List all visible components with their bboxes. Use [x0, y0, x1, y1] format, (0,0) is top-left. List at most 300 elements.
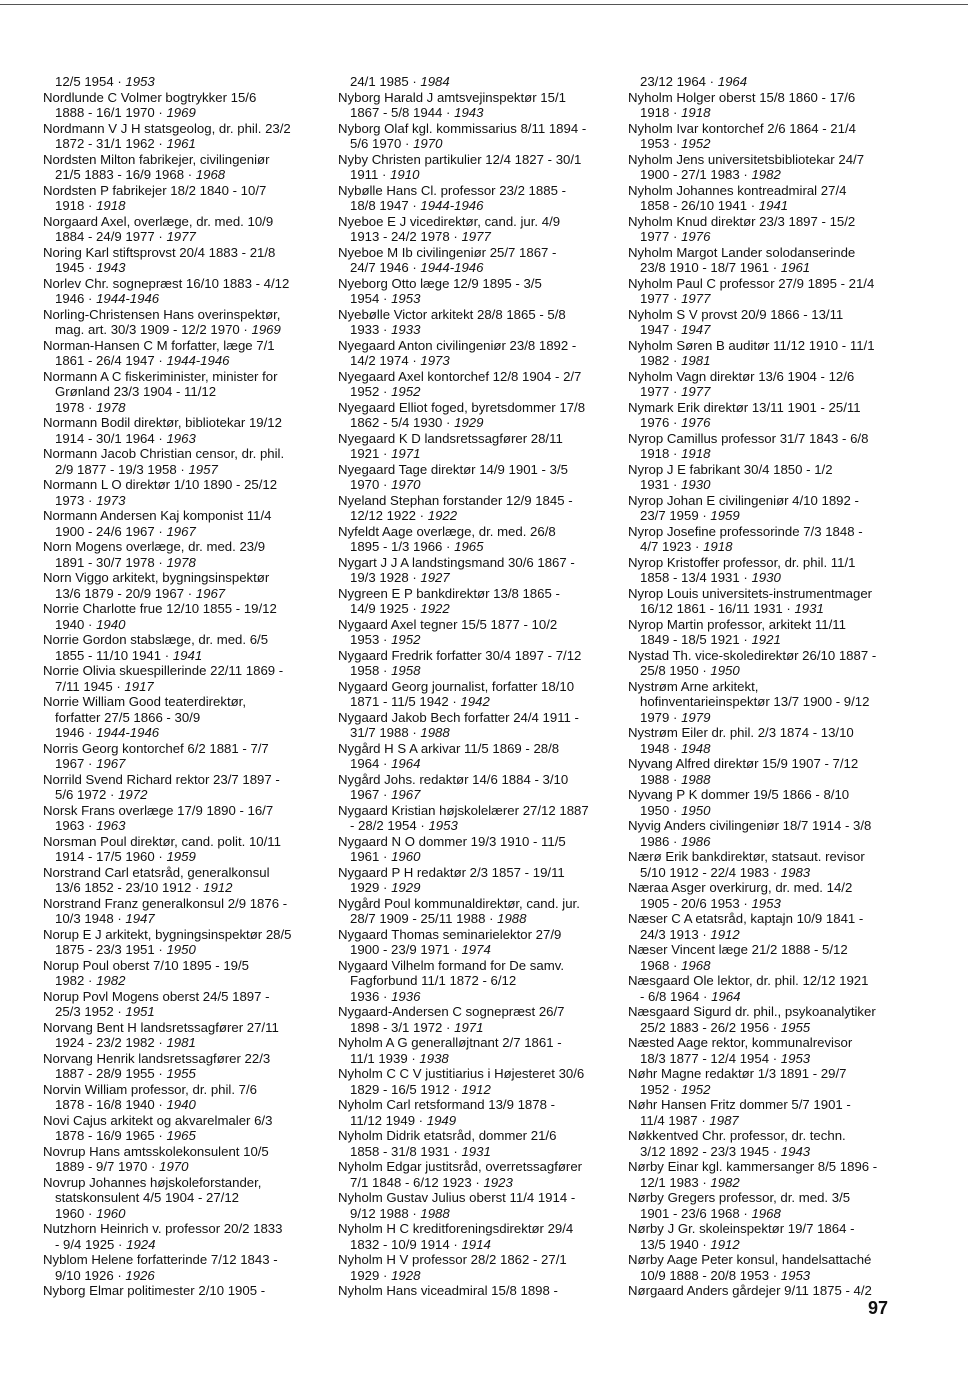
entry-continuation-line: - 9/4 1925 · 1924 — [55, 1236, 156, 1252]
top-rule — [0, 4, 968, 5]
entry-line: Nyborg Harald J amtsvejinspektør 15/1 — [338, 89, 566, 105]
volume-year: 1930 — [681, 477, 711, 492]
register-entry — [628, 214, 920, 245]
entry-continuation-line: 1986 · 1986 — [640, 833, 711, 849]
volume-year: 1967 — [96, 756, 126, 771]
register-entry — [43, 896, 329, 927]
register-entry — [43, 663, 329, 694]
page-number: 97 — [868, 1298, 889, 1318]
entry-continuation-line: 19/3 1928 · 1927 — [350, 570, 450, 585]
entry-continuation-line: 1977 · 1976 — [640, 229, 711, 244]
entry-line: Nyblom Helene forfatterinde 7/12 1843 - — [43, 1252, 278, 1267]
entry-continuation-line: statskonsulent 4/5 1904 - 27/12 — [55, 1190, 240, 1205]
entry-continuation-line: 5/6 1970 · 1970 — [350, 136, 443, 151]
register-entry — [43, 1175, 329, 1222]
register-entry — [43, 1144, 329, 1175]
entry-line: Nygaard N O dommer 19/3 1910 - 11/5 — [338, 833, 566, 849]
volume-year: 1961 — [166, 136, 196, 151]
entry-continuation-line: 1914 - 30/1 1964 · 1963 — [55, 430, 196, 446]
entry-line: Nyholm H C kreditforeningsdirektør 29/4 — [338, 1221, 574, 1236]
entry-continuation-line: - 6/8 1964 · 1964 — [640, 988, 741, 1004]
register-entry — [43, 245, 329, 276]
entry-continuation-line: 1960 · 1960 — [55, 1205, 126, 1221]
entry-line: Nyrop J E fabrikant 30/4 1850 - 1/2 — [628, 461, 833, 477]
entry-continuation-line: 1961 · 1960 — [350, 849, 421, 864]
entry-line: Nyebølle Victor arkitekt 28/8 1865 - 5/8 — [338, 306, 566, 322]
volume-year: 1965 — [166, 1128, 196, 1143]
entry-continuation-line: 1918 · 1918 — [640, 446, 711, 461]
entry-continuation-line: 1929 · 1928 — [350, 1267, 421, 1283]
volume-year: 1976 — [681, 415, 711, 430]
entry-continuation-line: 2/9 1877 - 19/3 1958 · 1957 — [55, 461, 218, 477]
register-entry — [628, 152, 920, 183]
entry-continuation-line: 1887 - 28/9 1955 · 1955 — [55, 1066, 196, 1081]
entry-line: Næser C A etatsråd, kaptajn 10/9 1841 - — [628, 911, 864, 926]
volume-year: 1981 — [166, 1035, 196, 1050]
entry-continuation-line: 1977 · 1977 — [640, 291, 711, 306]
register-entry — [43, 508, 329, 539]
entry-line: Nyborg Olaf kgl. kommissarius 8/11 1894 - — [338, 120, 587, 136]
entry-line: Nyholm Paul C professor 27/9 1895 - 21/4 — [628, 275, 875, 291]
entry-line: Nyrop Camillus professor 31/7 1843 - 6/8 — [628, 430, 869, 446]
entry-continuation-line: 7/11 1945 · 1917 — [55, 678, 154, 694]
volume-year: 1918 — [703, 539, 733, 554]
entry-line: Nyeborg Otto læge 12/9 1895 - 3/5 — [338, 275, 542, 291]
entry-continuation-line: 1895 - 1/3 1966 · 1965 — [350, 539, 484, 554]
entry-continuation-line: 9/10 1926 · 1926 — [55, 1267, 155, 1283]
entry-continuation-line: 1963 · 1963 — [55, 818, 126, 833]
entry-continuation-line: 1905 - 20/6 1953 · 1953 — [640, 895, 781, 911]
register-entry — [43, 121, 329, 152]
entry-continuation-line: mag. art. 30/3 1909 - 12/2 1970 · 1969 — [55, 322, 281, 337]
entry-line: Nyholm C C V justitiarius i Højesteret 30/6 — [338, 1066, 585, 1081]
register-entry — [338, 1097, 620, 1128]
volume-year: 1961 — [780, 260, 811, 275]
volume-year: 1978 — [166, 554, 196, 570]
entry-line: Nyeboe M Ib civilingeniør 25/7 1867 - — [338, 244, 557, 260]
entry-line: Nyrop Louis universitets-instrumentmager — [628, 585, 873, 601]
volume-year: 1959 — [710, 508, 740, 523]
register-entry — [338, 493, 620, 524]
entry-continuation-line: 1945 · 1943 — [55, 260, 126, 275]
entry-line: Nyegaard Axel kontorchef 12/8 1904 - 2/7 — [338, 368, 582, 384]
volume-year: 1971 — [391, 446, 421, 461]
volume-year: 1947 — [681, 322, 711, 337]
entry-continuation-line: 1862 - 5/4 1930 · 1929 — [350, 415, 484, 430]
register-entry — [628, 462, 920, 493]
entry-line: Nygaard Thomas seminarielektor 27/9 — [338, 926, 562, 942]
volume-year: 1930 — [751, 570, 781, 585]
entry-line: Nyrop Kristoffer professor, dr. phil. 11/1 — [628, 554, 856, 570]
entry-line: Nystrøm Arne arkitekt, — [628, 678, 759, 694]
entry-line: Nyby Christen partikulier 12/4 1827 - 30/1 — [338, 151, 582, 167]
volume-year: 1967 — [166, 523, 196, 539]
entry-line: Nyholm Vagn direktør 13/6 1904 - 12/6 — [628, 368, 855, 384]
register-entry — [338, 214, 620, 245]
entry-line: Norrie William Good teaterdirektør, — [43, 694, 246, 709]
entry-line: Nordlunde C Volmer bogtrykker 15/6 — [43, 89, 257, 105]
register-entry — [338, 338, 620, 369]
entry-line: Nybølle Hans Cl. professor 23/2 1885 - — [338, 182, 566, 198]
register-entry — [338, 741, 620, 772]
volume-year: 1970 — [391, 477, 421, 492]
entry-line: Nygaard Fredrik forfatter 30/4 1897 - 7/12 — [338, 647, 582, 663]
register-entry — [338, 679, 620, 710]
entry-line: Nyeland Stephan forstander 12/9 1845 - — [338, 492, 573, 508]
entry-continuation-line: 23/8 1910 - 18/7 1961 · 1961 — [640, 260, 811, 275]
register-entry — [628, 245, 920, 276]
volume-year: 1986 — [681, 833, 711, 849]
entry-line: Normann L O direktør 1/10 1890 - 25/12 — [43, 477, 278, 492]
entry-continuation-line: 1982 · 1981 — [640, 353, 711, 368]
entry-continuation-line: 25/3 1952 · 1951 — [55, 1004, 155, 1019]
entry-line: Nygaard Vilhelm formand for De samv. — [338, 957, 564, 973]
volume-year: 1912 — [710, 926, 740, 942]
volume-year: 1982 — [96, 973, 126, 988]
entry-continuation-line: 1900 - 24/6 1967 · 1967 — [55, 523, 196, 539]
entry-continuation-line: 23/7 1959 · 1959 — [640, 508, 740, 523]
register-entry — [43, 539, 329, 570]
entry-line: Nyeboe E J vicedirektør, cand. jur. 4/9 — [338, 213, 561, 229]
volume-year: 1982 — [710, 1174, 740, 1190]
volume-year: 1969 — [251, 322, 281, 337]
entry-column-right — [628, 74, 920, 1299]
register-entry — [628, 307, 920, 338]
register-entry — [628, 756, 920, 787]
register-entry — [338, 1221, 620, 1252]
register-entry — [43, 276, 329, 307]
entry-line: Nyrop Martin professor, arkitekt 11/11 — [628, 616, 846, 632]
entry-continuation-line: 1858 - 31/8 1931 · 1931 — [350, 1143, 491, 1159]
entry-line: Nørby Aage Peter konsul, handelsattaché — [628, 1252, 872, 1267]
register-entry — [338, 710, 620, 741]
entry-line: Nyegaard Tage direktør 14/9 1901 - 3/5 — [338, 461, 568, 477]
volume-year: 1977 — [461, 229, 491, 244]
entry-line: Nygart J J A landstingsmand 30/6 1867 - — [338, 554, 575, 570]
register-entry — [628, 121, 920, 152]
entry-line: Nymark Erik direktør 13/11 1901 - 25/11 — [628, 399, 861, 415]
entry-line: Norrild Svend Richard rektor 23/7 1897 - — [43, 771, 280, 787]
entry-continuation-line: 1914 - 17/5 1960 · 1959 — [55, 849, 196, 864]
entry-line: Nyholm A G generalløjtnant 2/7 1861 - — [338, 1035, 562, 1050]
register-entry — [43, 90, 329, 121]
entry-line: Nyholm Edgar justitsråd, overretssagfører — [338, 1159, 583, 1174]
entry-continuation-line: 1931 · 1930 — [640, 477, 711, 492]
register-entry — [338, 74, 620, 90]
entry-line: Nyholm Ivar kontorchef 2/6 1864 - 21/4 — [628, 120, 856, 136]
register-entry — [43, 1221, 329, 1252]
entry-continuation-line: 1977 · 1977 — [640, 384, 711, 399]
entry-continuation-line: 10/3 1948 · 1947 — [55, 911, 155, 926]
register-entry — [628, 787, 920, 818]
volume-year: 1988 — [420, 725, 450, 740]
volume-year: 1952 — [391, 384, 421, 399]
register-entry — [338, 803, 620, 834]
entry-line: Noring Karl stiftsprovst 20/4 1883 - 21/8 — [43, 244, 276, 260]
entry-line: Norvin William professor, dr. phil. 7/6 — [43, 1081, 258, 1097]
register-entry — [628, 493, 920, 524]
entry-line: Normann Bodil direktør, bibliotekar 19/12 — [43, 415, 282, 430]
entry-continuation-line: Grønland 23/3 1904 - 11/12 — [55, 384, 217, 399]
entry-line: Nyvang Alfred direktør 15/9 1907 - 7/12 — [628, 756, 859, 771]
entry-continuation-line: 1918 · 1918 — [640, 105, 711, 120]
entry-line: Norgaard Axel, overlæge, dr. med. 10/9 — [43, 213, 274, 229]
entry-continuation-line: 7/1 1848 - 6/12 1923 · 1923 — [350, 1174, 513, 1190]
entry-line: Nygaard Jakob Bech forfatter 24/4 1911 - — [338, 709, 579, 725]
volume-year: 1933 — [391, 322, 421, 337]
entry-line: Norup E J arkitekt, bygningsinspektør 28/5 — [43, 926, 292, 942]
register-entry — [43, 570, 329, 601]
entry-continuation-line: 14/2 1974 · 1973 — [350, 353, 450, 368]
volume-year: 1912 — [203, 880, 233, 895]
entry-continuation-line: 1973 · 1973 — [55, 492, 126, 508]
entry-continuation-line: 25/2 1883 - 26/2 1956 · 1955 — [640, 1019, 811, 1035]
volume-year: 1963 — [166, 430, 196, 446]
entry-line: Novrup Hans amtsskolekonsulent 10/5 — [43, 1143, 269, 1159]
entry-continuation-line: 1913 - 24/2 1978 · 1977 — [350, 229, 491, 244]
register-entry — [338, 524, 620, 555]
volume-year: 1988 — [497, 911, 527, 926]
register-entry — [43, 803, 329, 834]
entry-continuation-line: 14/9 1925 · 1922 — [350, 601, 450, 616]
entry-line: Norn Mogens overlæge, dr. med. 23/9 — [43, 539, 266, 554]
volume-year: 1964 — [711, 988, 741, 1004]
entry-line: Norstrand Carl etatsråd, generalkonsul — [43, 864, 270, 880]
entry-line: Nyholm S V provst 20/9 1866 - 13/11 — [628, 306, 844, 322]
register-entry — [628, 880, 920, 911]
volume-year: 1979 — [681, 709, 711, 725]
entry-line: Næraa Asger overkirurg, dr. med. 14/2 — [628, 880, 853, 895]
entry-continuation-line: 1900 - 27/1 1983 · 1982 — [640, 167, 781, 182]
entry-line: 24/1 1985 · 1984 — [350, 74, 450, 89]
entry-continuation-line: 5/6 1972 · 1972 — [55, 787, 148, 802]
volume-year: 1973 — [96, 492, 126, 508]
volume-year: 1970 — [159, 1159, 189, 1174]
entry-continuation-line: 1967 · 1967 — [55, 756, 126, 771]
entry-continuation-line: 1891 - 30/7 1978 · 1978 — [55, 554, 196, 570]
register-entry — [43, 694, 329, 741]
entry-line: Normann Andersen Kaj komponist 11/4 — [43, 508, 272, 523]
entry-line: Nøhr Hansen Fritz dommer 5/7 1901 - — [628, 1097, 851, 1112]
entry-continuation-line: 1901 - 23/6 1968 · 1968 — [640, 1205, 781, 1221]
volume-year: 1929 — [391, 880, 421, 895]
register-entry — [338, 245, 620, 276]
register-entry — [43, 214, 329, 245]
entry-line: Nyholm Søren B auditør 11/12 1910 - 11/1 — [628, 337, 875, 353]
volume-year: 1936 — [391, 988, 421, 1004]
entry-line: Nyholm Hans viceadmiral 15/8 1898 - — [338, 1283, 558, 1298]
register-entry — [43, 772, 329, 803]
register-entry — [338, 1066, 620, 1097]
entry-continuation-line: forfatter 27/5 1866 - 30/9 — [55, 709, 201, 725]
entry-line: Nyholm Holger oberst 15/8 1860 - 17/6 — [628, 89, 856, 105]
register-entry — [628, 617, 920, 648]
register-entry — [43, 338, 329, 369]
entry-continuation-line: 1954 · 1953 — [350, 291, 421, 306]
volume-year: 1931 — [794, 601, 824, 616]
register-entry — [338, 431, 620, 462]
register-entry — [338, 183, 620, 214]
register-entry — [43, 632, 329, 663]
entry-continuation-line: 1967 · 1967 — [350, 787, 421, 802]
register-entry — [43, 865, 329, 896]
register-entry — [338, 865, 620, 896]
volume-year: 1977 — [166, 229, 196, 244]
entry-line: Næsgaard Sigurd dr. phil., psykoanalytiker — [628, 1004, 876, 1019]
register-entry — [628, 1159, 920, 1190]
entry-line: Nyrop Josefine professorinde 7/3 1848 - — [628, 523, 863, 539]
entry-continuation-line: 13/6 1852 - 23/10 1912 · 1912 — [55, 880, 233, 895]
entry-continuation-line: 1948 · 1948 — [640, 740, 711, 756]
entry-continuation-line: 16/12 1861 - 16/11 1931 · 1931 — [640, 601, 824, 616]
entry-continuation-line: 1871 - 11/5 1942 · 1942 — [350, 694, 490, 709]
entry-continuation-line: 1889 - 9/7 1970 · 1970 — [55, 1159, 189, 1174]
entry-continuation-line: 1855 - 11/10 1941 · 1941 — [55, 647, 203, 663]
register-entry — [338, 121, 620, 152]
volume-year: 1969 — [166, 105, 196, 120]
entry-continuation-line: 1952 · 1952 — [350, 384, 421, 399]
register-entry — [628, 369, 920, 400]
register-entry — [338, 1190, 620, 1221]
register-entry — [338, 1283, 620, 1299]
volume-year: 1940 — [166, 1097, 196, 1112]
entry-line: Nyholm Johannes kontreadmiral 27/4 — [628, 182, 847, 198]
entry-line: Norrie Charlotte frue 12/10 1855 - 19/12 — [43, 601, 277, 616]
register-entry — [338, 462, 620, 493]
entry-line: Norrie Olivia skuespillerinde 22/11 1869 - — [43, 663, 284, 678]
entry-continuation-line: 1953 · 1952 — [350, 632, 421, 647]
entry-line: Nyfeldt Aage overlæge, dr. med. 26/8 — [338, 523, 556, 539]
entry-line: Norvang Henrik landsretssagfører 22/3 — [43, 1050, 271, 1066]
volume-year: 1974 — [461, 942, 491, 957]
register-entry — [338, 90, 620, 121]
register-entry — [628, 1221, 920, 1252]
volume-year: 1978 — [96, 399, 126, 415]
register-entry — [628, 725, 920, 756]
entry-line: Nyvig Anders civilingeniør 18/7 1914 - 3/8 — [628, 818, 872, 833]
register-entry — [628, 1035, 920, 1066]
entry-line: Nyholm Gustav Julius oberst 11/4 1914 - — [338, 1190, 576, 1205]
entry-line: Novi Cajus arkitekt og akvarelmaler 6/3 — [43, 1112, 273, 1128]
register-entry — [338, 834, 620, 865]
volume-year: 1921 — [751, 632, 781, 647]
volume-year: 1944-1946 — [166, 353, 230, 368]
volume-year: 1942 — [460, 694, 490, 709]
volume-year: 1968 — [681, 957, 711, 973]
volume-year: 1951 — [125, 1004, 155, 1019]
register-entry — [43, 183, 329, 214]
volume-year: 1929 — [454, 415, 484, 430]
register-entry — [338, 400, 620, 431]
entry-line: Nyholm Jens universitetsbibliotekar 24/7 — [628, 151, 865, 167]
entry-line: Nøhr Magne redaktør 1/3 1891 - 29/7 — [628, 1066, 847, 1081]
register-entry — [628, 1097, 920, 1128]
register-entry — [338, 896, 620, 927]
volume-year: 1950 — [710, 663, 740, 678]
volume-year: 1952 — [681, 1081, 711, 1097]
entry-continuation-line: 1970 · 1970 — [350, 477, 421, 492]
volume-year: 1910 — [390, 167, 420, 182]
volume-year: 1955 — [780, 1019, 811, 1035]
volume-year: 1952 — [681, 136, 711, 151]
register-entry — [628, 1128, 920, 1159]
volume-year: 1968 — [195, 167, 226, 182]
entry-line: Norstrand Franz generalkonsul 2/9 1876 - — [43, 895, 288, 911]
register-entry — [628, 276, 920, 307]
entry-line: Nygreen E P bankdirektør 13/8 1865 - — [338, 585, 560, 601]
entry-line: Næsgaard Ole lektor, dr. phil. 12/12 1921 — [628, 973, 869, 988]
register-entry — [43, 601, 329, 632]
entry-column-left — [43, 74, 329, 1299]
volume-year: 1953 — [391, 291, 421, 306]
register-entry — [338, 586, 620, 617]
volume-year: 1918 — [96, 198, 126, 213]
register-entry — [43, 1082, 329, 1113]
entry-line: Nyborg Elmar politimester 2/10 1905 - — [43, 1283, 266, 1298]
entry-line: Normann Jacob Christian censor, dr. phil. — [43, 446, 285, 461]
register-entry — [628, 183, 920, 214]
register-entry — [338, 772, 620, 803]
volume-year: 1928 — [391, 1267, 421, 1283]
entry-continuation-line: 1946 · 1944-1946 — [55, 725, 160, 740]
entry-continuation-line: 24/3 1913 · 1912 — [640, 926, 740, 942]
entry-line: Nørgaard Anders gårdejer 9/11 1875 - 4/2 — [628, 1283, 872, 1298]
volume-year: 1973 — [420, 353, 450, 368]
entry-line: Nygaard Kristian højskolelærer 27/12 1887 — [338, 802, 589, 818]
entry-continuation-line: 1968 · 1968 — [640, 957, 711, 973]
volume-year: 1967 — [195, 585, 226, 601]
entry-line: Nygaard Georg journalist, forfatter 18/10 — [338, 678, 575, 694]
entry-line: Næser Vincent læge 21/2 1888 - 5/12 — [628, 942, 848, 957]
register-entry — [43, 307, 329, 338]
entry-continuation-line: 1875 - 23/3 1951 · 1950 — [55, 942, 196, 957]
entry-line: Norvang Bent H landsretssagfører 27/11 — [43, 1019, 279, 1035]
register-entry — [628, 74, 920, 90]
volume-year: 1923 — [483, 1174, 513, 1190]
entry-continuation-line: 1979 · 1979 — [640, 709, 711, 725]
entry-line: Nærø Erik bankdirektør, statsaut. revisor — [628, 849, 865, 864]
entry-continuation-line: 1829 - 16/5 1912 · 1912 — [350, 1081, 491, 1097]
volume-year: 1918 — [681, 446, 711, 461]
entry-continuation-line: 1861 - 26/4 1947 · 1944-1946 — [55, 353, 230, 368]
volume-year: 1968 — [751, 1205, 781, 1221]
entry-continuation-line: 1918 · 1918 — [55, 198, 126, 213]
entry-continuation-line: 1898 - 3/1 1972 · 1971 — [350, 1019, 484, 1035]
register-entry — [628, 338, 920, 369]
volume-year: 1977 — [681, 291, 711, 306]
entry-line: Norrie Gordon stabslæge, dr. med. 6/5 — [43, 632, 269, 647]
register-entry — [628, 1283, 920, 1299]
entry-continuation-line: 1884 - 24/9 1977 · 1977 — [55, 229, 196, 244]
entry-line: Nyholm H V professor 28/2 1862 - 27/1 — [338, 1252, 567, 1267]
volume-year: 1988 — [420, 1205, 450, 1221]
entry-continuation-line: 1921 · 1971 — [350, 446, 421, 461]
register-entry — [628, 586, 920, 617]
register-entry — [338, 1035, 620, 1066]
register-entry — [43, 1252, 329, 1283]
entry-line: Norris Georg kontorchef 6/2 1881 - 7/7 — [43, 740, 269, 756]
volume-year: 1953 — [125, 74, 155, 89]
volume-year: 1950 — [166, 942, 196, 957]
volume-year: 1948 — [681, 740, 711, 756]
volume-year: 1972 — [118, 787, 148, 802]
entry-continuation-line: 1933 · 1933 — [350, 322, 421, 337]
entry-column-middle — [338, 74, 620, 1299]
entry-line: Nystad Th. vice-skoledirektør 26/10 1887 - — [628, 647, 877, 663]
entry-continuation-line: 1858 - 26/10 1941 · 1941 — [640, 198, 789, 213]
register-entry — [628, 648, 920, 679]
register-entry — [338, 1004, 620, 1035]
